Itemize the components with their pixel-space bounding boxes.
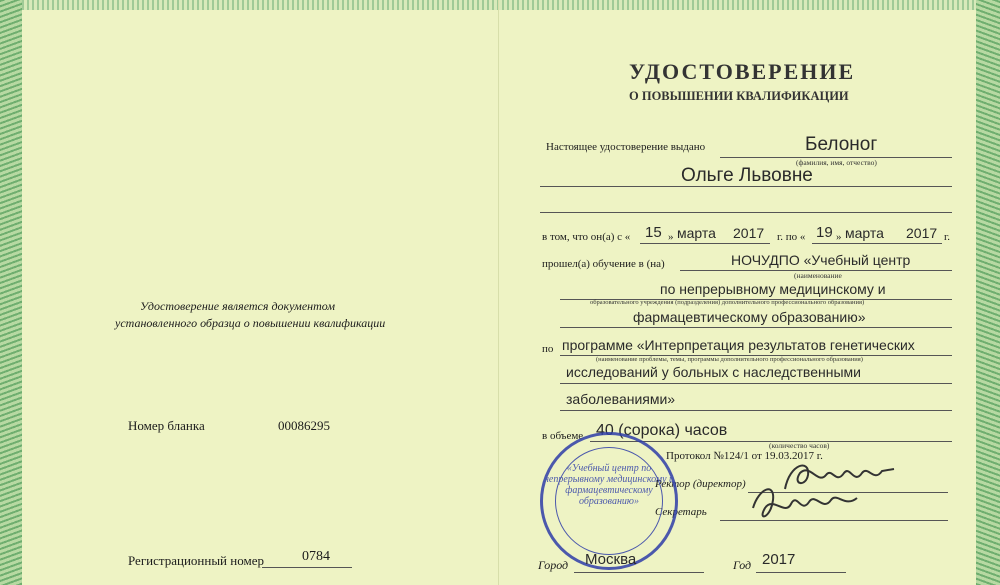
official-stamp [540,432,678,570]
city-underline [574,572,704,573]
document-subtitle: О ПОВЫШЕНИИ КВАЛИФИКАЦИИ [629,89,849,103]
program-label: по [542,343,554,355]
blank-underline [540,212,952,213]
period-mid: г. по « [777,231,806,243]
statement-line-1: Удостоверение является документом [140,299,335,313]
org-line-2: по непрерывному медицинскому и [660,281,886,297]
org-line-1: НОЧУДПО «Учебный центр [731,252,911,268]
holder-name: Ольге Львовне [681,165,813,186]
volume-label: в объеме [542,430,584,442]
statement-line-2: установленного образца о повышении квалификации [115,316,386,330]
volume-hint: (количество часов) [769,441,830,450]
blank-number-label: Номер бланка [128,418,205,433]
left-guilloche-border [0,0,22,585]
city-label: Город [538,558,569,572]
year-underline [756,572,846,573]
registration-number: 0784 [302,549,330,564]
document-title: УДОСТОВЕРЕНИЕ [629,59,856,84]
volume-value: 40 (сорока) часов [596,422,728,439]
stamp-text: «Учебный центр по непрерывному медицинскому и фармацевтическому образованию» [543,463,675,507]
month-from: марта [677,225,716,241]
program-line-3-underline [560,410,952,411]
period-prefix: в том, что он(а) с « [542,231,631,243]
top-guilloche-border [22,0,976,10]
holder-surname: Белоног [805,134,878,155]
city-value: Москва [585,551,637,568]
quote-close-1: » [668,231,674,243]
year-from: 2017 [733,225,765,241]
right-guilloche-border [976,0,1000,585]
training-label: прошел(а) обучение в (на) [542,258,665,270]
year-label: Год [733,558,752,572]
issued-label: Настоящее удостоверение выдано [546,141,706,153]
date-from-underline [640,243,770,244]
period-suffix: г. [944,231,951,243]
registration-label: Регистрационный номер [128,553,264,568]
day-to: 19 [816,224,833,241]
blank-number: 00086295 [278,418,330,433]
secretary-label: Секретарь [655,506,707,518]
quote-close-2: » [836,231,842,243]
fold-line [498,0,499,585]
org-line-3-underline [560,327,952,328]
org-hint-1: (наименование [794,271,842,280]
date-to-underline [812,243,942,244]
program-line-3: заболеваниями» [566,391,676,407]
secretary-signature [745,478,865,526]
month-to: марта [845,225,884,241]
day-from: 15 [645,224,662,241]
director-label: Ректор (директор) [655,478,746,490]
program-line-2-underline [560,383,952,384]
name-hint: (фамилия, имя, отчество) [796,158,877,167]
year-to: 2017 [906,225,938,241]
program-line-1: программе «Интерпретация результатов генетических [562,337,915,353]
org-line-3: фармацевтическому образованию» [633,309,866,325]
program-line-2: исследований у больных с наследственными [566,364,861,380]
program-hint: (наименование проблемы, темы, программы дополнительного профессионального образования) [596,356,863,363]
registration-underline [262,567,352,568]
protocol-text: Протокол №124/1 от 19.03.2017 г. [666,450,823,462]
org-hint-2: образовательного учреждения (подразделения) дополнительного профессионального образования) [590,299,865,306]
year-value: 2017 [762,551,796,568]
